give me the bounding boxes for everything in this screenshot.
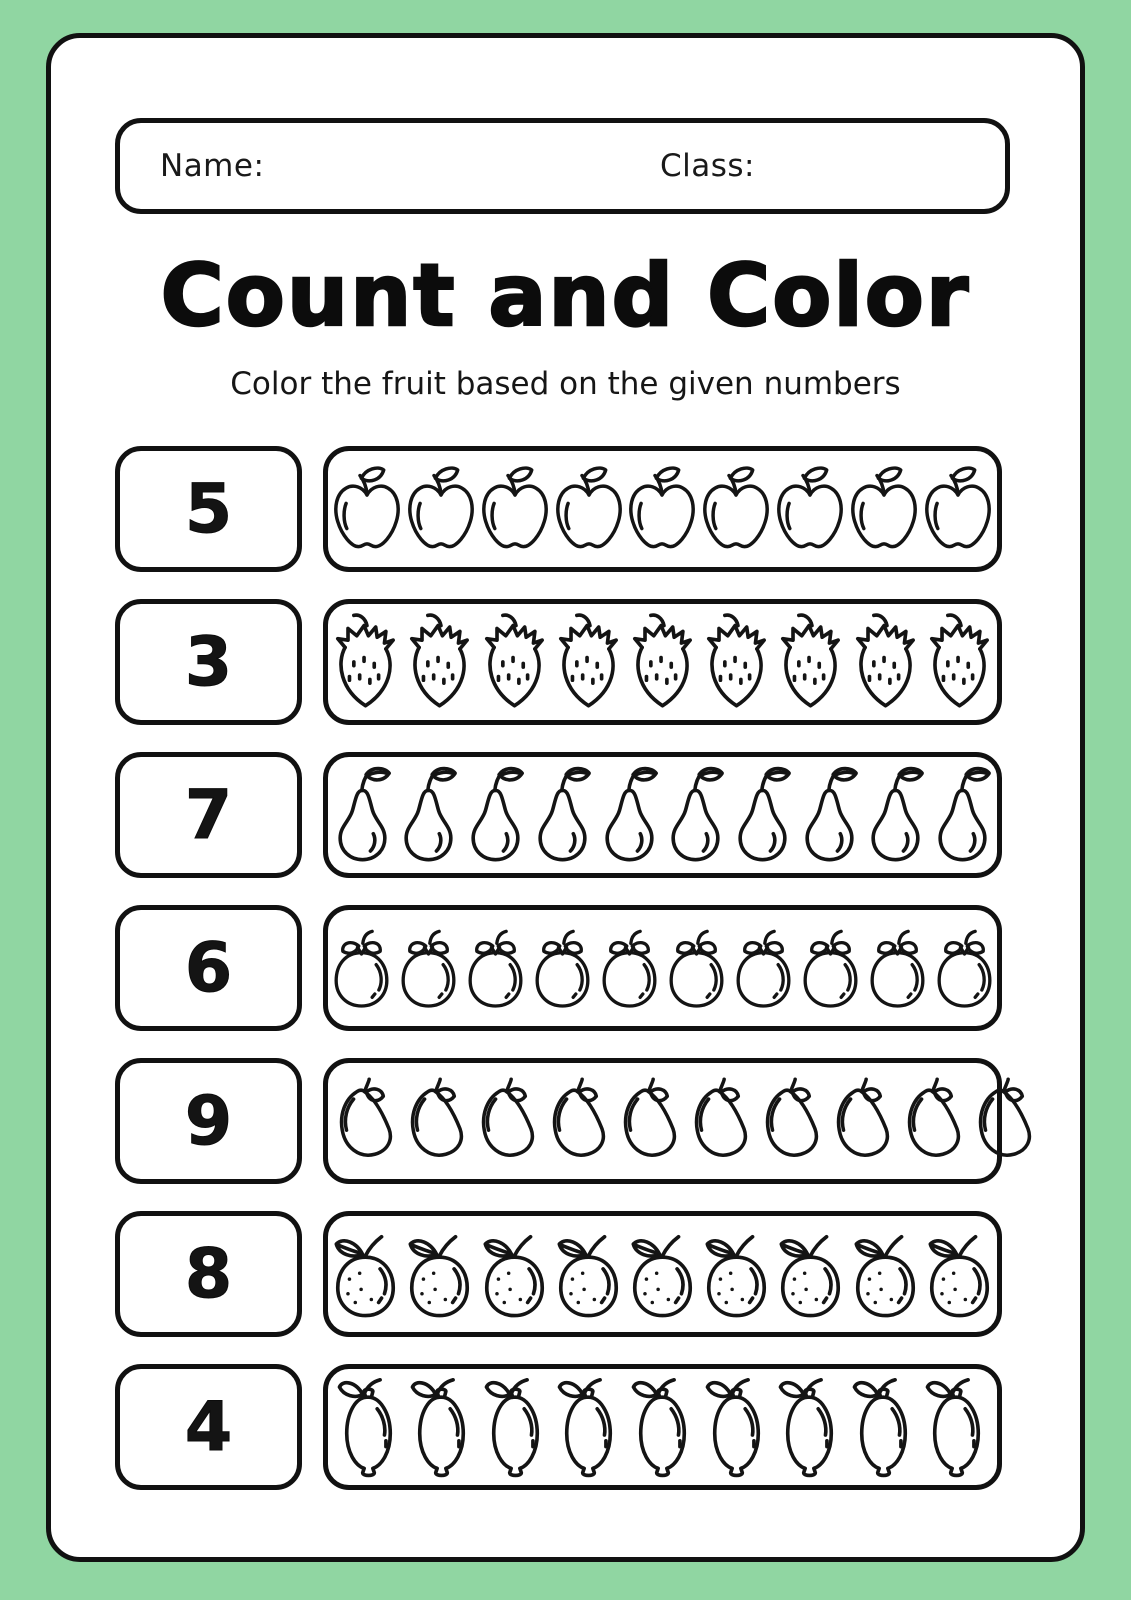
- row-number: 6: [184, 928, 233, 1008]
- mango-icon[interactable]: [967, 1075, 1038, 1167]
- fruit-tray: [328, 451, 997, 567]
- pear-icon[interactable]: [597, 766, 662, 864]
- page-subtitle: Color the fruit based on the given numbers: [230, 366, 901, 402]
- lemon-icon[interactable]: [555, 1374, 622, 1480]
- strawberry-icon[interactable]: [478, 611, 551, 713]
- strawberry-icon[interactable]: [329, 611, 402, 713]
- pear-icon[interactable]: [663, 766, 728, 864]
- fruit-tray: [328, 910, 997, 1026]
- header-box: [115, 118, 1010, 214]
- orange-icon[interactable]: [552, 1228, 625, 1320]
- lemon-icon[interactable]: [629, 1374, 696, 1480]
- lemon-icon[interactable]: [408, 1374, 475, 1480]
- strawberry-icon[interactable]: [403, 611, 476, 713]
- apple-icon[interactable]: [406, 463, 476, 555]
- count-row: [115, 446, 1015, 572]
- orange-icon[interactable]: [626, 1228, 699, 1320]
- mango-icon[interactable]: [683, 1075, 754, 1167]
- mango-icon[interactable]: [541, 1075, 612, 1167]
- apple-icon[interactable]: [554, 463, 624, 555]
- fruit-tray: [328, 604, 997, 720]
- orange-icon[interactable]: [700, 1228, 773, 1320]
- mangosteen-icon[interactable]: [328, 926, 395, 1010]
- mango-icon[interactable]: [612, 1075, 683, 1167]
- lemon-icon[interactable]: [776, 1374, 843, 1480]
- strawberry-icon[interactable]: [923, 611, 996, 713]
- pear-icon[interactable]: [396, 766, 461, 864]
- mango-icon[interactable]: [754, 1075, 825, 1167]
- mango-icon[interactable]: [328, 1075, 399, 1167]
- mangosteen-icon[interactable]: [797, 926, 864, 1010]
- mangosteen-icon[interactable]: [462, 926, 529, 1010]
- orange-icon[interactable]: [478, 1228, 551, 1320]
- fruit-box: [323, 446, 1002, 572]
- mangosteen-icon[interactable]: [864, 926, 931, 1010]
- fruit-box: [323, 1364, 1002, 1490]
- mango-icon[interactable]: [896, 1075, 967, 1167]
- count-row: [115, 905, 1015, 1031]
- apple-icon[interactable]: [775, 463, 845, 555]
- mangosteen-icon[interactable]: [529, 926, 596, 1010]
- name-label: Name:: [160, 148, 265, 184]
- pear-icon[interactable]: [463, 766, 528, 864]
- fruit-box: [323, 752, 1002, 878]
- number-box: [115, 1211, 302, 1337]
- page-title: Count and Color: [160, 246, 971, 346]
- apple-icon[interactable]: [923, 463, 993, 555]
- apple-icon[interactable]: [332, 463, 402, 555]
- mangosteen-icon[interactable]: [395, 926, 462, 1010]
- worksheet-page: [46, 33, 1085, 1562]
- class-label: Class:: [660, 148, 756, 184]
- count-row: [115, 752, 1015, 878]
- row-number: 4: [184, 1387, 233, 1467]
- apple-icon[interactable]: [480, 463, 550, 555]
- number-box: [115, 446, 302, 572]
- lemon-icon[interactable]: [703, 1374, 770, 1480]
- number-box: [115, 752, 302, 878]
- fruit-box: [323, 1211, 1002, 1337]
- apple-icon[interactable]: [627, 463, 697, 555]
- fruit-tray: [328, 757, 997, 873]
- pear-icon[interactable]: [863, 766, 928, 864]
- apple-icon[interactable]: [849, 463, 919, 555]
- lemon-icon[interactable]: [482, 1374, 549, 1480]
- pear-icon[interactable]: [330, 766, 395, 864]
- lemon-icon[interactable]: [335, 1374, 402, 1480]
- fruit-tray: [328, 1216, 997, 1332]
- orange-icon[interactable]: [403, 1228, 476, 1320]
- count-row: [115, 1364, 1015, 1490]
- strawberry-icon[interactable]: [626, 611, 699, 713]
- number-box: [115, 599, 302, 725]
- mangosteen-icon[interactable]: [931, 926, 998, 1010]
- lemon-icon[interactable]: [850, 1374, 917, 1480]
- pear-icon[interactable]: [730, 766, 795, 864]
- fruit-tray: [328, 1369, 997, 1485]
- lemon-icon[interactable]: [923, 1374, 990, 1480]
- fruit-box: [323, 1058, 1002, 1184]
- mango-icon[interactable]: [825, 1075, 896, 1167]
- orange-icon[interactable]: [774, 1228, 847, 1320]
- fruit-box: [323, 905, 1002, 1031]
- row-number: 8: [184, 1234, 233, 1314]
- row-number: 9: [184, 1081, 233, 1161]
- apple-icon[interactable]: [701, 463, 771, 555]
- count-row: [115, 599, 1015, 725]
- name-field-area[interactable]: [264, 123, 1005, 209]
- row-number: 5: [184, 469, 233, 549]
- rows: [115, 446, 1015, 1517]
- pear-icon[interactable]: [930, 766, 995, 864]
- number-box: [115, 905, 302, 1031]
- fruit-box: [323, 599, 1002, 725]
- orange-icon[interactable]: [849, 1228, 922, 1320]
- number-box: [115, 1364, 302, 1490]
- number-box: [115, 1058, 302, 1184]
- strawberry-icon[interactable]: [849, 611, 922, 713]
- pear-icon[interactable]: [530, 766, 595, 864]
- mangosteen-icon[interactable]: [596, 926, 663, 1010]
- count-row: [115, 1211, 1015, 1337]
- mangosteen-icon[interactable]: [730, 926, 797, 1010]
- mangosteen-icon[interactable]: [663, 926, 730, 1010]
- strawberry-icon[interactable]: [700, 611, 773, 713]
- strawberry-icon[interactable]: [774, 611, 847, 713]
- count-row: [115, 1058, 1015, 1184]
- orange-icon[interactable]: [923, 1228, 996, 1320]
- row-number: 7: [184, 775, 233, 855]
- mango-icon[interactable]: [470, 1075, 541, 1167]
- fruit-tray: [328, 1063, 997, 1179]
- mango-icon[interactable]: [399, 1075, 470, 1167]
- pear-icon[interactable]: [797, 766, 862, 864]
- orange-icon[interactable]: [329, 1228, 402, 1320]
- row-number: 3: [184, 622, 233, 702]
- strawberry-icon[interactable]: [552, 611, 625, 713]
